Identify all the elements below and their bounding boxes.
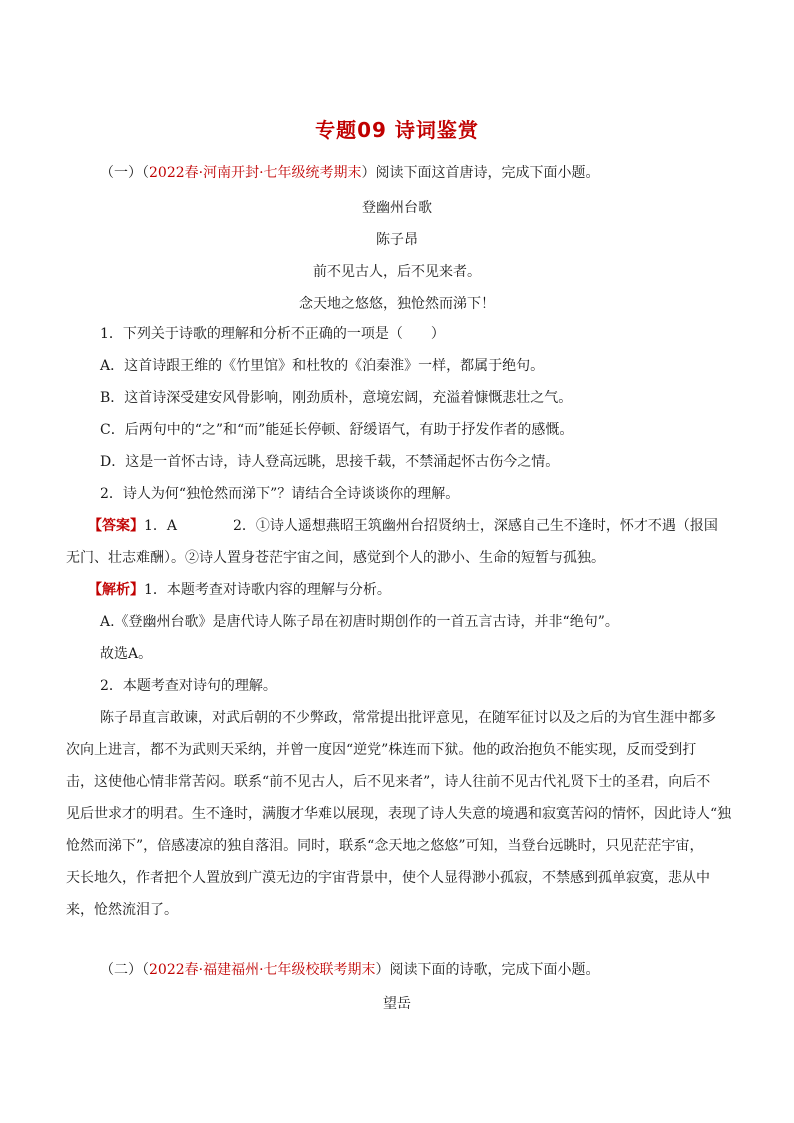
paragraph-row: 次向上进言，都不为武则天采纳，并曾一度因“逆党”株连而下狱。他的政治抱负不能实现，反而受到打: [66, 742, 697, 758]
analysis-tag: 【解析】: [88, 582, 144, 598]
option-b: B．这首诗深受建安风骨影响，刚劲质朴，意境宏阔，充溢着慷慨悲壮之气。: [100, 390, 573, 406]
analysis-line-4: 2．本题考查对诗句的理解。: [100, 678, 277, 694]
paragraph-row: 怆然而涕下”，倍感凄凉的独自落泪。同时，联系“念天地之悠悠”可知，当登台远眺时，只见茫茫宇宙，: [66, 838, 704, 854]
poem-title: 登幽州台歌: [362, 200, 432, 216]
section1-prefix: （一）（: [100, 165, 149, 181]
section2-source: 2022春·福建福州·七年级校联考期末: [149, 962, 376, 978]
answer-line-2: 无门、壮志难酬）。②诗人置身苍茫宇宙之间，感觉到个人的渺小、生命的短暂与孤独。: [66, 550, 605, 566]
section1-heading: [100, 163, 600, 183]
question-2: 2．诗人为何“独怆然而涕下”？请结合全诗谈谈你的理解。: [100, 486, 460, 502]
poem-line-1: 前不见古人，后不见来者。: [313, 264, 481, 280]
section1-suffix: ）阅读下面这首唐诗，完成下面小题。: [361, 165, 600, 181]
section1-source: 2022春·河南开封·七年级统考期末: [149, 165, 362, 181]
poem-line-2: 念天地之悠悠，独怆然而涕下！: [299, 296, 495, 312]
section2-suffix: ）阅读下面的诗歌，完成下面小题。: [375, 962, 600, 978]
analysis-paragraph: [66, 702, 740, 926]
page-title: 专题09 诗词鉴赏: [315, 118, 479, 142]
analysis-line-2: A.《登幽州台歌》是唐代诗人陈子昂在初唐时期创作的一首五言古诗，并非“绝句”。: [100, 614, 619, 630]
analysis-text-1: 1．本题考查对诗歌内容的理解与分析。: [144, 582, 391, 598]
analysis-line-1: [88, 580, 391, 600]
option-d: D．这是一首怀古诗，诗人登高远眺，思接千载，不禁涌起怀古伤今之情。: [100, 454, 560, 470]
section2-poem-title: 望岳: [383, 996, 411, 1012]
paragraph-row: 来，怆然流泪了。: [66, 902, 178, 918]
analysis-line-3: 故选A。: [100, 646, 153, 662]
paragraph-row: 击，这使他心情非常苦闷。联系“前不见古人，后不见来者”，诗人往前不见古代礼贤下士的圣君，向后不: [66, 774, 711, 790]
poem-author: 陈子昂: [376, 232, 418, 248]
answer-text-1: 1．A 2．①诗人遥想燕昭王筑幽州台招贤纳士，深感自己生不逢时，怀才不遇（报国: [144, 518, 718, 534]
question-1: 1．下列关于诗歌的理解和分析不正确的一项是（ ）: [100, 326, 445, 342]
paragraph-row: 陈子昂直言敢谏，对武后朝的不少弊政，常常提出批评意见，在随军征讨以及之后的为官生涯中都多: [100, 710, 716, 726]
paragraph-row: 天长地久，作者把个人置放到广漠无边的宇宙背景中，使个人显得渺小孤寂，不禁感到孤单寂寞，悲从中: [66, 870, 710, 886]
paragraph-row: 见后世求才的明君。生不逢时，满腹才华难以展现，表现了诗人失意的境遇和寂寞苦闷的情怀，因此诗人“独: [66, 806, 732, 822]
section2-heading: [100, 960, 600, 980]
section2-prefix: （二）（: [100, 962, 149, 978]
answer-line-1: [88, 516, 718, 536]
option-c: C．后两句中的“之”和“而”能延长停顿、舒缓语气，有助于抒发作者的感慨。: [100, 422, 574, 438]
answer-tag: 【答案】: [88, 518, 144, 534]
option-a: A．这首诗跟王维的《竹里馆》和杜牧的《泊秦淮》一样，都属于绝句。: [100, 358, 545, 374]
